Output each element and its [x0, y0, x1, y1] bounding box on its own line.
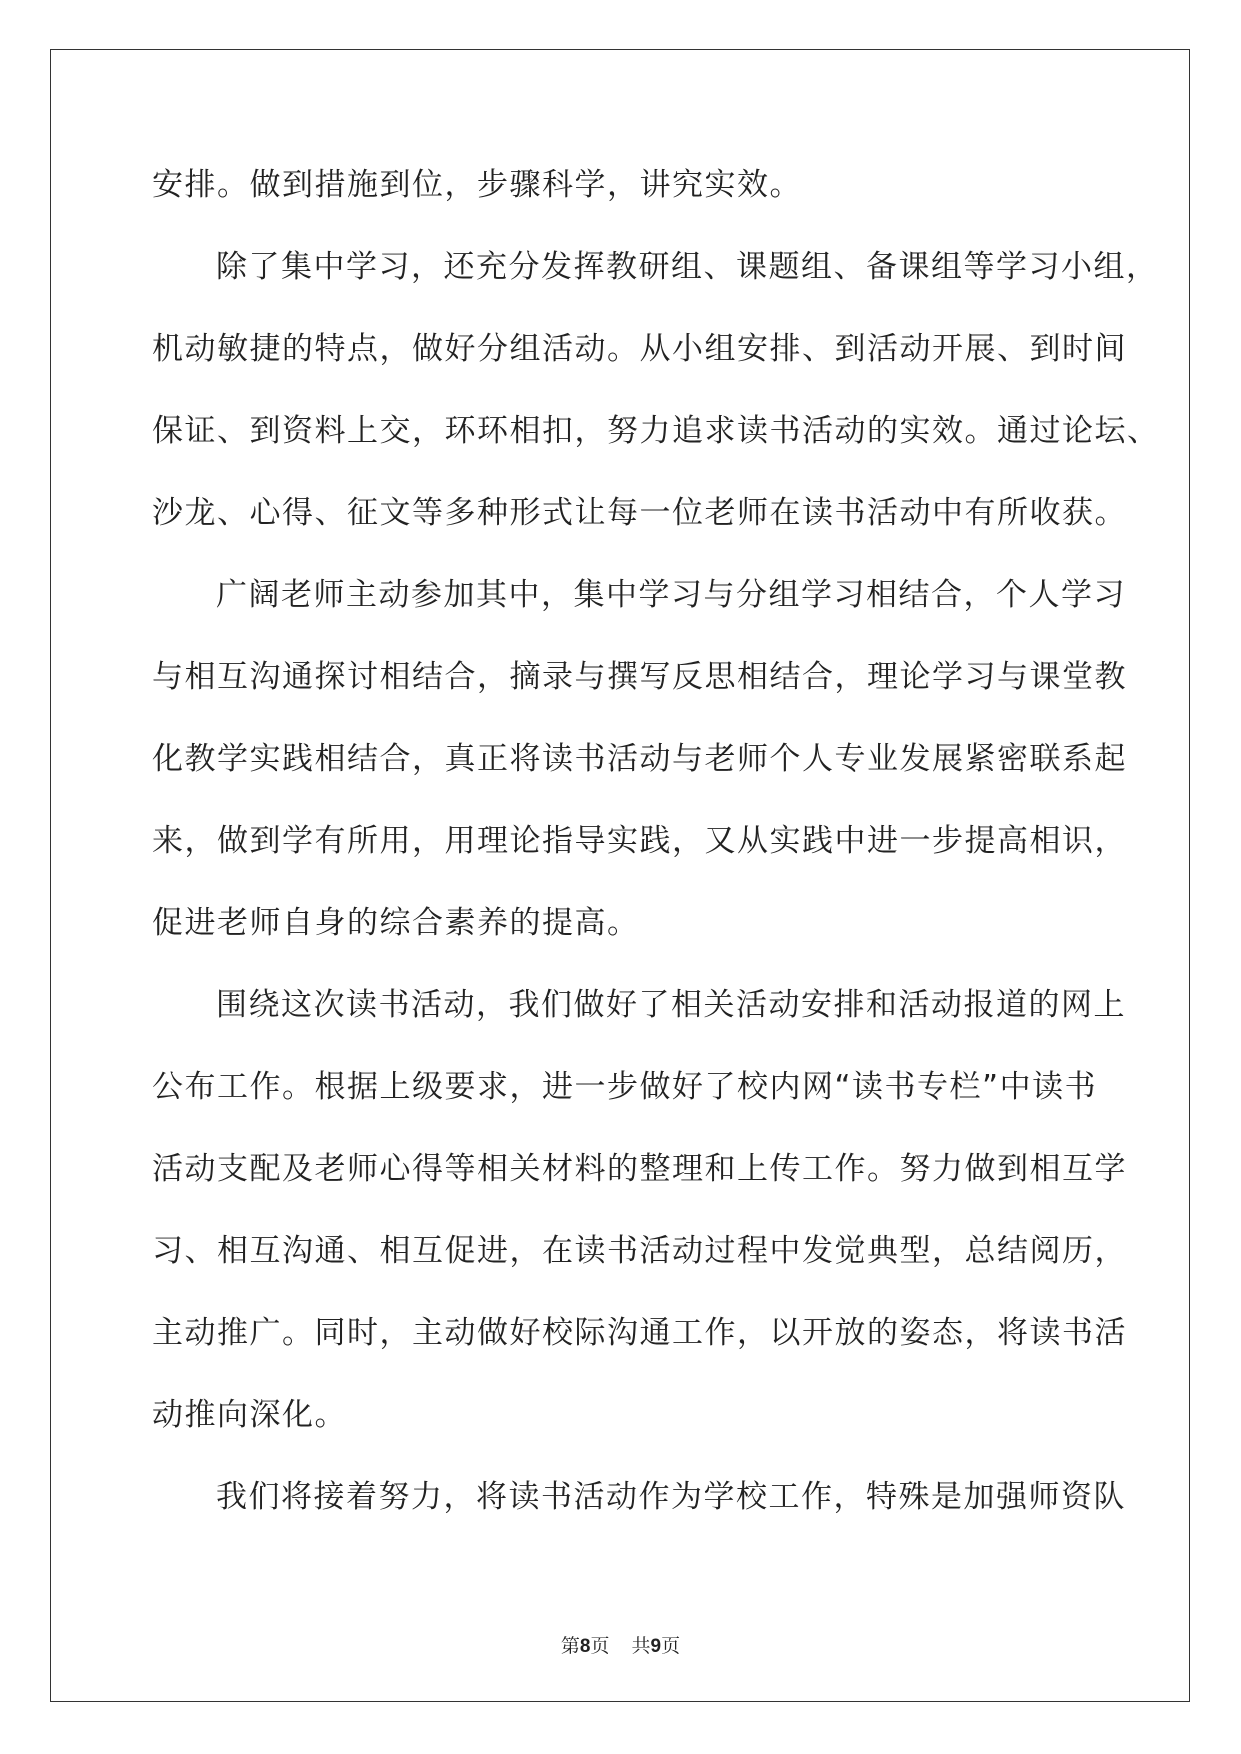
footer-total-unit: 页 [661, 1635, 681, 1657]
text-line: 来，做到学有所用，用理论指导实践，又从实践中进一步提高相识， [152, 823, 1127, 859]
text-line: 沙龙、心得、征文等多种形式让每一位老师在读书活动中有所收获。 [152, 495, 1127, 531]
text-line: 安排。做到措施到位，步骤科学，讲究实效。 [152, 167, 802, 203]
footer-prefix: 第 [560, 1635, 580, 1657]
page-footer [0, 1631, 1241, 1658]
text-line: 与相互沟通探讨相结合，摘录与撰写反思相结合，理论学习与课堂教 [152, 659, 1127, 695]
footer-page-unit: 页 [590, 1635, 610, 1657]
footer-total-prefix: 共 [631, 1635, 651, 1657]
text-line: 围绕这次读书活动，我们做好了相关活动安排和活动报道的网上 [216, 987, 1126, 1023]
text-line: 保证、到资料上交，环环相扣，努力追求读书活动的实效。通过论坛、 [152, 413, 1160, 449]
text-line: 动推向深化。 [152, 1397, 347, 1433]
current-page-number: 8 [579, 1636, 591, 1657]
document-body [152, 166, 1160, 1560]
text-line: 习、相互沟通、相互促进，在读书活动过程中发觉典型，总结阅历， [152, 1233, 1127, 1269]
text-line: 广阔老师主动参加其中，集中学习与分组学习相结合，个人学习 [216, 577, 1126, 613]
text-line: 我们将接着努力，将读书活动作为学校工作，特殊是加强师资队 [216, 1479, 1126, 1515]
text-line: 活动支配及老师心得等相关材料的整理和上传工作。努力做到相互学 [152, 1151, 1127, 1187]
text-line: 促进老师自身的综合素养的提高。 [152, 905, 640, 941]
text-line: 公布工作。根据上级要求，进一步做好了校内网“读书专栏”中读书 [152, 1069, 1098, 1105]
text-line: 机动敏捷的特点，做好分组活动。从小组安排、到活动开展、到时间 [152, 331, 1127, 367]
text-line: 化教学实践相结合，真正将读书活动与老师个人专业发展紧密联系起 [152, 741, 1127, 777]
text-line: 除了集中学习，还充分发挥教研组、课题组、备课组等学习小组， [216, 249, 1159, 285]
total-pages-number: 9 [650, 1636, 662, 1657]
text-line: 主动推广。同时，主动做好校际沟通工作，以开放的姿态，将读书活 [152, 1315, 1127, 1351]
